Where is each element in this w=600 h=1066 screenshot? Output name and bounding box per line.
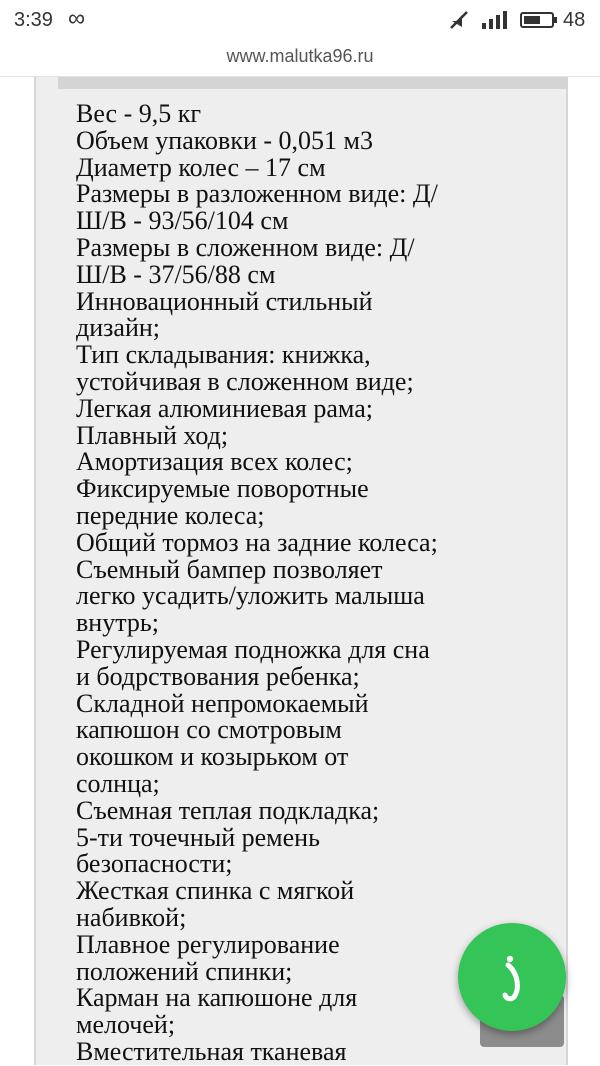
spec-line: положений спинки; [76, 956, 293, 986]
spec-line: Фиксируемые поворотные [76, 474, 369, 504]
spec-line: Ш/В - 93/56/104 см [76, 206, 289, 236]
spec-line: Общий тормоз на задние колеса; [76, 527, 438, 557]
spec-line: мелочей; [76, 1010, 176, 1040]
battery-icon [520, 12, 554, 28]
infinity-icon: ∞ [68, 5, 86, 32]
chat-call-button[interactable] [458, 923, 566, 1031]
spec-list [76, 101, 546, 1066]
battery-level: 48 [563, 9, 586, 31]
spec-line: Диаметр колес – 17 см [76, 152, 326, 182]
spec-line: Объем упаковки - 0,051 м3 [76, 125, 373, 155]
spec-line: солнца; [76, 768, 160, 798]
spec-line: передние колеса; [76, 500, 265, 530]
spec-line: дизайн; [76, 313, 161, 343]
spec-line: Съемная теплая подкладка; [76, 795, 380, 825]
spec-line: Легкая алюминиевая рама; [76, 393, 373, 423]
spec-line: Инновационный стильный [76, 286, 373, 316]
spec-line: Вес - 9,5 кг [76, 99, 202, 128]
spec-line: Жесткая спинка с мягкой [76, 876, 355, 906]
spec-line: Карман на капюшоне для [76, 983, 358, 1013]
spec-line: Размеры в сложенном виде: Д/ [76, 232, 415, 262]
address-bar[interactable] [0, 40, 600, 77]
spec-line: Регулируемая подножка для сна [76, 634, 430, 664]
spec-line: Складной непромокаемый [76, 688, 369, 718]
url-text[interactable]: www.malutka96.ru [226, 46, 374, 66]
spec-line: 5-ти точечный ремень [76, 822, 320, 852]
spec-line: Амортизация всех колес; [76, 447, 353, 477]
spec-line: и бодрствования ребенка; [76, 661, 360, 691]
spec-line: окошком и козырьком от [76, 742, 349, 772]
spec-line: Плавный ход; [76, 420, 229, 450]
spec-line: легко усадить/уложить малыша [76, 581, 425, 611]
spec-line: Размеры в разложенном виде: Д/ [76, 179, 438, 209]
spec-line: Вместительная тканевая [76, 1036, 347, 1066]
mute-icon [448, 8, 470, 36]
spec-line: Ш/В - 37/56/88 см [76, 259, 276, 289]
spec-line: набивкой; [76, 902, 187, 932]
panel-top-divider [58, 77, 568, 89]
signal-icon [480, 10, 510, 30]
status-bar [0, 0, 600, 40]
spec-line: Плавное регулирование [76, 929, 340, 959]
spec-line: Съемный бампер позволяет [76, 554, 383, 584]
spec-line: Тип складывания: книжка, [76, 340, 371, 370]
spec-line: внутрь; [76, 608, 159, 638]
spec-line: устойчивая в сложенном виде; [76, 366, 414, 396]
spec-line: капюшон со смотровым [76, 715, 342, 745]
status-time: 3:39 [14, 9, 53, 31]
phone-chat-icon [484, 949, 540, 1005]
spec-line: безопасности; [76, 849, 233, 879]
